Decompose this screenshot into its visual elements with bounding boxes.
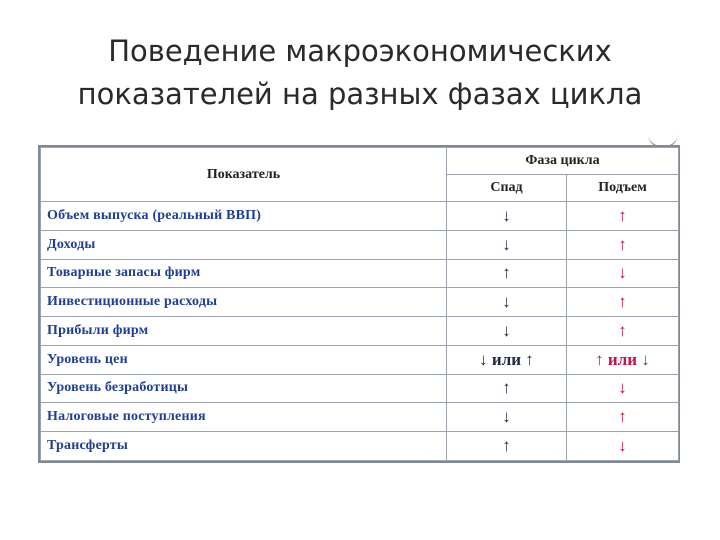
table-row bbox=[41, 202, 679, 231]
indicator-label: Трансферты bbox=[41, 432, 447, 461]
indicator-label: Товарные запасы фирм bbox=[41, 259, 447, 288]
slide-title-line-1: Поведение макроэкономических bbox=[108, 34, 612, 68]
indicators-table bbox=[40, 147, 679, 461]
decline-direction: ↓ bbox=[447, 230, 567, 259]
header-phase: Фаза цикла bbox=[447, 148, 679, 175]
rise-direction: ↑ bbox=[567, 317, 679, 346]
rise-direction: ↑ bbox=[567, 403, 679, 432]
table-row bbox=[41, 288, 679, 317]
indicator-label: Прибыли фирм bbox=[41, 317, 447, 346]
indicator-label: Уровень цен bbox=[41, 345, 447, 374]
indicator-label: Уровень безработицы bbox=[41, 374, 447, 403]
table-row bbox=[41, 230, 679, 259]
table-row bbox=[41, 317, 679, 346]
header-indicator: Показатель bbox=[41, 148, 447, 202]
rise-direction: ↑ или ↓ bbox=[567, 345, 679, 374]
rise-direction: ↑ bbox=[567, 202, 679, 231]
decline-direction: ↑ bbox=[447, 374, 567, 403]
indicators-table-frame bbox=[38, 145, 680, 463]
decline-direction: ↑ bbox=[447, 432, 567, 461]
table-row bbox=[41, 259, 679, 288]
table-row bbox=[41, 374, 679, 403]
table-body bbox=[41, 202, 679, 461]
decline-direction: ↓ bbox=[447, 317, 567, 346]
decline-direction: ↓ bbox=[447, 288, 567, 317]
decline-direction: ↓ или ↑ bbox=[447, 345, 567, 374]
slide-title-line-2: показателей на разных фазах цикла bbox=[77, 77, 643, 111]
decline-direction: ↑ bbox=[447, 259, 567, 288]
subheader-rise: Подъем bbox=[567, 175, 679, 202]
decline-direction: ↓ bbox=[447, 403, 567, 432]
indicator-label: Объем выпуска (реальный ВВП) bbox=[41, 202, 447, 231]
subheader-decline: Спад bbox=[447, 175, 567, 202]
slide-title bbox=[20, 30, 700, 116]
indicator-label: Инвестиционные расходы bbox=[41, 288, 447, 317]
table-row bbox=[41, 403, 679, 432]
table-row bbox=[41, 345, 679, 374]
rise-direction: ↑ bbox=[567, 288, 679, 317]
rise-direction: ↓ bbox=[567, 432, 679, 461]
rise-direction: ↓ bbox=[567, 259, 679, 288]
indicator-label: Налоговые поступления bbox=[41, 403, 447, 432]
indicator-label: Доходы bbox=[41, 230, 447, 259]
rise-direction: ↑ bbox=[567, 230, 679, 259]
rise-direction: ↓ bbox=[567, 374, 679, 403]
decline-direction: ↓ bbox=[447, 202, 567, 231]
table-row bbox=[41, 432, 679, 461]
